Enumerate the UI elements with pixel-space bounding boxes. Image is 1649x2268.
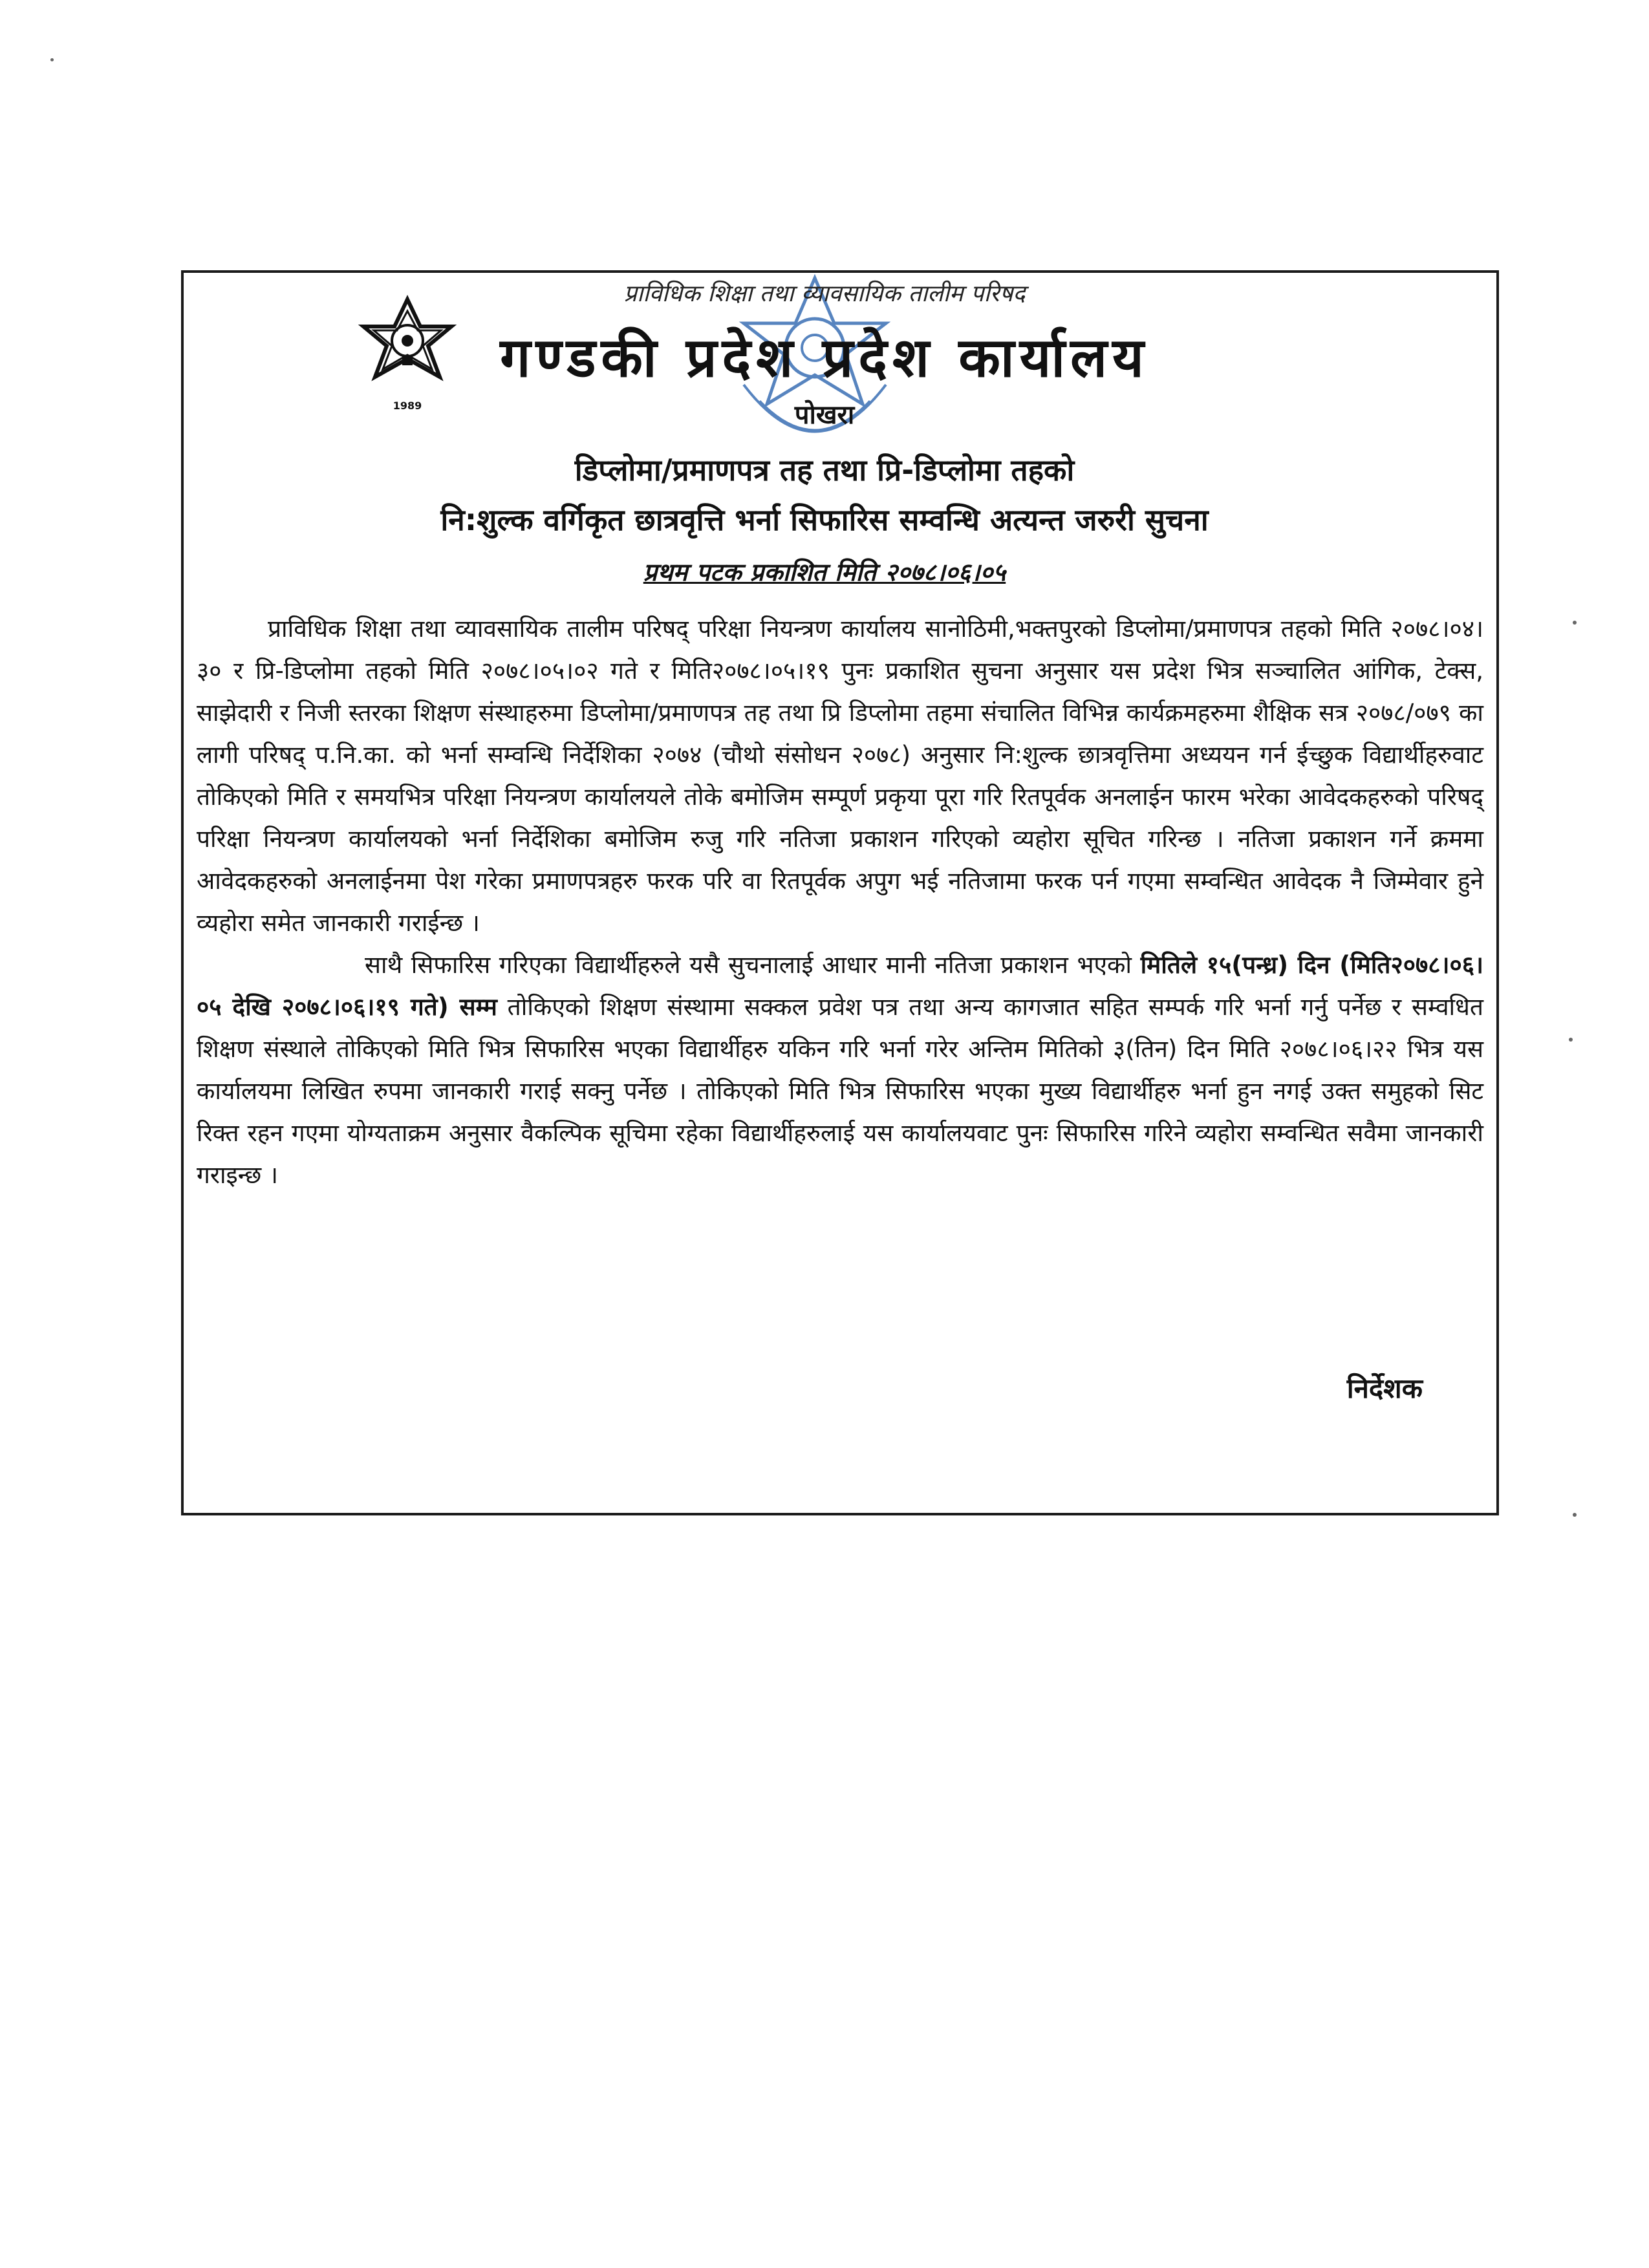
scan-speck [1569,1038,1573,1042]
notice-body [197,608,1483,1196]
notice-heading-line2: नि:शुल्क वर्गिकृत छात्रवृत्ति भर्ना सिफारिस सम्वन्धि अत्यन्त जरुरी सुचना [440,502,1209,537]
office-title: गण्डकी प्रदेश प्रदेश कार्यालय [500,326,1149,389]
published-date-text: प्रथम पटक प्रकाशित मिति २०७८।०६।०५ [643,558,1006,586]
paragraph-2-rest: तोकिएको शिक्षण संस्थामा सक्कल प्रवेश पत्र तथा अन्य कागजात सहित सम्पर्क गरि भर्ना गर्नु पर्नेछ र सम्वधित शिक्षण संस्थाले तोकिएको मिति भित्र सिफारिस भएका विद्यार्थीहरु यकिन गरि भर्ना गरेर अन्तिम मितिको ३(तिन) दिन मिति २०७८।०६।२२ भित्र यस कार्यालयमा लिखित रुपमा जानकारी गराई सक्नु पर्नेछ । तोकिएको मिति भित्र सिफारिस भएका मुख्य विद्यार्थीहरु भर्ना हुन नगई उक्त समुहको सिट रिक्त रहन गएमा योग्यताक्रम अनुसार वैकल्पिक सूचिमा रहेका विद्यार्थीहरुलाई यस कार्यालयवाट पुनः सिफारिस गरिने व्यहोरा सम्वन्धित सवैमा जानकारी गराइन्छ । [197,993,1483,1189]
admission-period: मितिले १५(पन्ध्र) दिन (मिति२०७८।०६।०५ देखि २०७८।०६।१९ गते) सम्म [197,951,1483,1021]
scan-speck [1573,1513,1577,1517]
published-date [0,555,1649,588]
scan-speck [1573,621,1577,625]
paragraph-1-text: प्राविधिक शिक्षा तथा व्यावसायिक तालीम परिषद् परिक्षा नियन्त्रण कार्यालय सानोठिमी,भक्तपुरको डिप्लोमा/प्रमाणपत्र तहको मिति २०७८।०४।३० र प्रि-डिप्लोमा तहको मिति २०७८।०५।०२ गते र मिति२०७८।०५।१९ पुनः प्रकाशित सुचना अनुसार यस प्रदेश भित्र सञ्चालित आंगिक, टेक्स, साझेदारी र निजी स्तरका शिक्षण संस्थाहरुमा डिप्लोमा/प्रमाणपत्र तह तथा प्रि डिप्लोमा तहमा संचालित विभिन्न कार्यक्रमहरुमा शैक्षिक सत्र २०७८/०७९ का लागी परिषद् प.नि.का. को भर्ना सम्वन्धि निर्देशिका २०७४ (चौथो संसोधन २०७८) अनुसार नि:शुल्क छात्रवृत्तिमा अध्ययन गर्न ईच्छुक विद्यार्थीहरुवाट तोकिएको मिति र समयभित्र परिक्षा नियन्त्रण कार्यालयले तोके बमोजिम सम्पूर्ण प्रकृया पूरा गरि रितपूर्वक अनलाईन फारम भरेका आवेदकहरुको परिषद् परिक्षा नियन्त्रण कार्यालयको भर्ना निर्देशिका बमोजिम रुजु गरि नतिजा प्रकाशन गरिएको व्यहोरा सूचित गरिन्छ । नतिजा प्रकाशन गर्ने क्रममा आवेदकहरुको अनलाईनमा पेश गरेका प्रमाणपत्रहरु फरक परि वा रितपूर्वक अपुग भई नतिजामा फरक पर्न गएमा सम्वन्धित आवेदक नै जिम्मेवार हुने व्यहोरा समेत जानकारी गराईन्छ । [197,615,1483,937]
notice-heading-line1: डिप्लोमा/प्रमाणपत्र तह तथा प्रि-डिप्लोमा तहको [574,453,1075,487]
signature-title: निर्देशक [1346,1373,1423,1404]
paragraph-2-intro: साथै सिफारिस गरिएका विद्यार्थीहरुले यसै सुचनालाई आधार मानी नतिजा प्रकाशन भएको [365,951,1132,979]
notice-paragraph-1 [197,608,1483,944]
scan-speck [50,58,54,61]
office-city: पोखरा [794,400,855,430]
council-name: प्राविधिक शिक्षा तथा व्यावसायिक तालीम परिषद [623,281,1026,307]
notice-paragraph-2 [197,944,1483,1196]
logo-year: 1989 [393,400,422,412]
